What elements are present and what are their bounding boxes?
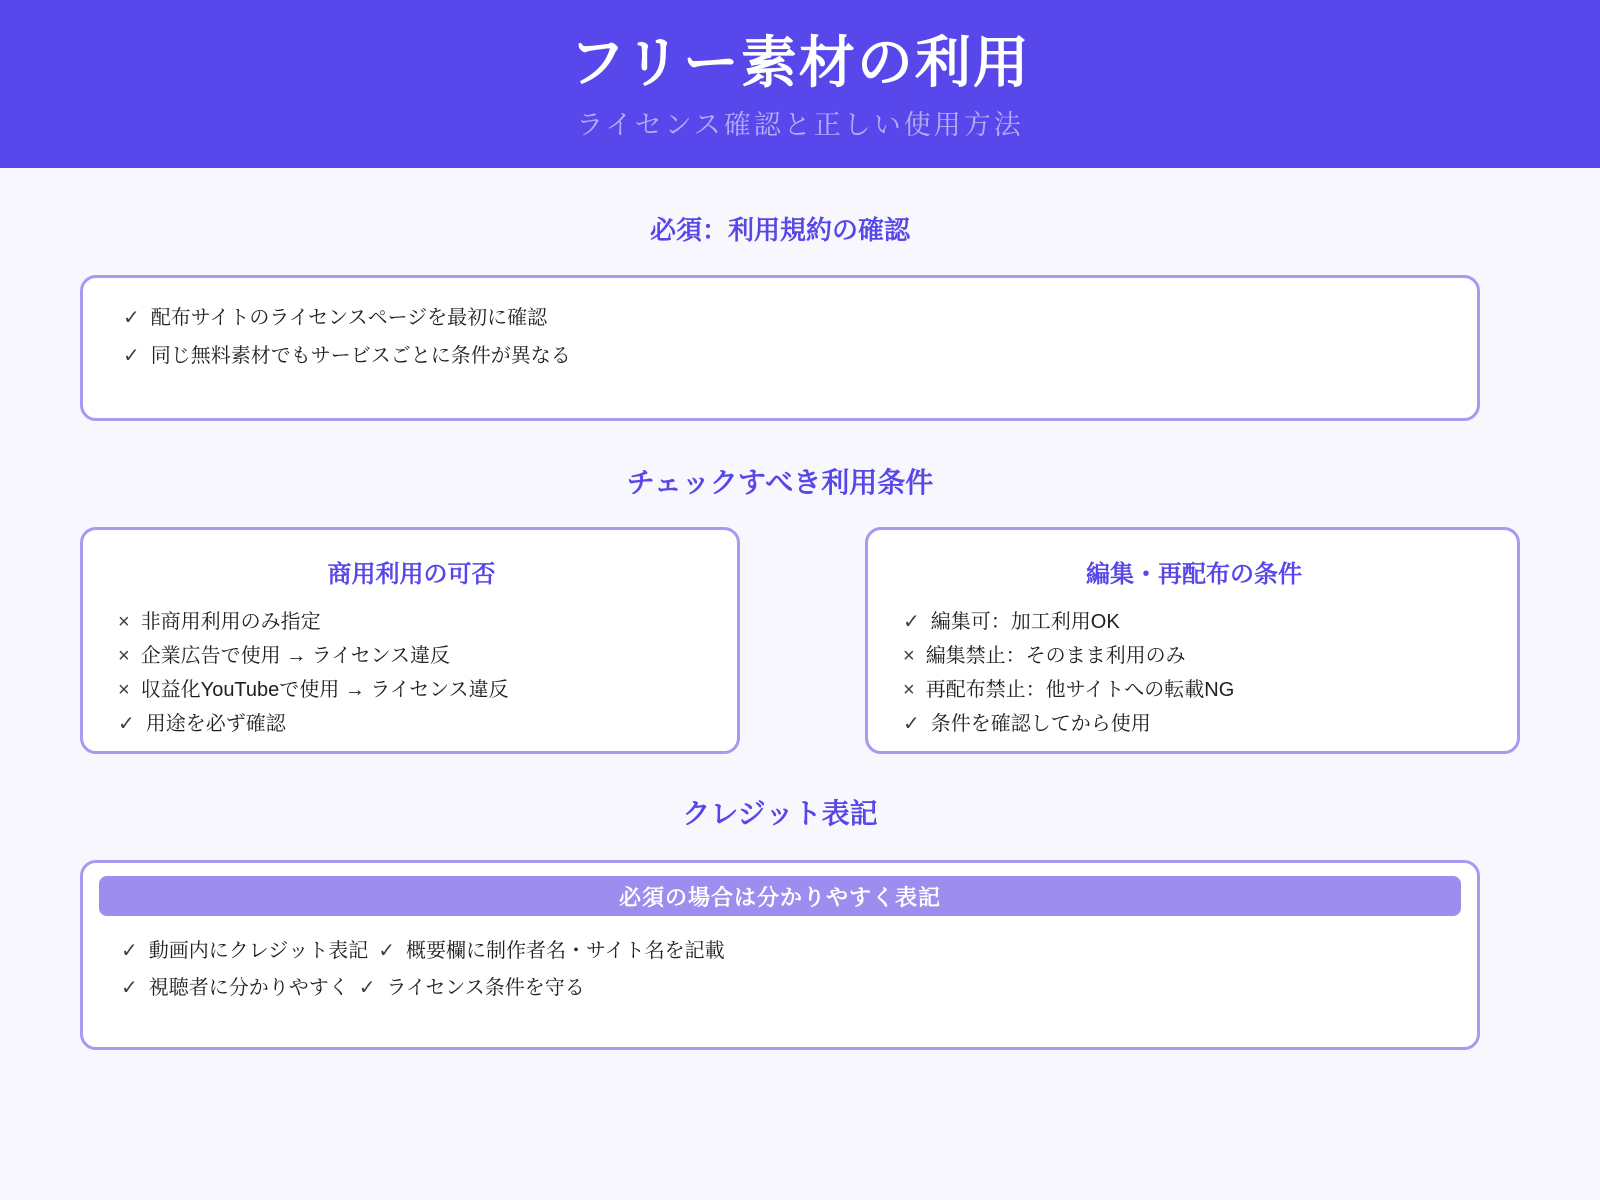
item-text: 収益化YouTubeで使用 → ライセンス違反 bbox=[140, 679, 509, 701]
item-text: 再配布禁止：他サイトへの転載NG bbox=[925, 679, 1235, 701]
check-icon: ✓ bbox=[903, 713, 920, 735]
item-text: 概要欄に制作者名・サイト名を記載 bbox=[406, 940, 725, 962]
list-item bbox=[118, 707, 705, 741]
header-banner bbox=[0, 0, 1600, 168]
credit-row bbox=[121, 933, 1461, 970]
section-heading-terms: 必須：利用規約の確認 bbox=[649, 215, 910, 245]
list-item bbox=[903, 605, 1485, 639]
item-text: 条件を確認してから使用 bbox=[930, 713, 1151, 735]
page-title: フリー素材の利用 bbox=[569, 30, 1031, 94]
credit-row bbox=[121, 970, 1461, 1007]
item-text: 編集禁止：そのまま利用のみ bbox=[925, 645, 1186, 667]
item-text: 動画内にクレジット表記 bbox=[148, 940, 369, 962]
item-text: 非商用利用のみ指定 bbox=[140, 611, 321, 633]
item-text: 用途を必ず確認 bbox=[145, 713, 286, 735]
item-text: ライセンス条件を守る bbox=[386, 977, 585, 999]
cross-icon: × bbox=[903, 679, 915, 701]
item-text: 企業広告で使用 → ライセンス違反 bbox=[140, 645, 451, 667]
list-item bbox=[903, 639, 1485, 673]
cross-icon: × bbox=[118, 611, 130, 633]
main-content bbox=[80, 210, 1520, 1050]
list-item bbox=[903, 673, 1485, 707]
item-text: 編集可：加工利用OK bbox=[930, 611, 1120, 633]
conditions-row bbox=[80, 527, 1520, 754]
credit-banner: 必須の場合は分かりやすく表記 bbox=[99, 876, 1461, 916]
cross-icon: × bbox=[118, 645, 130, 667]
check-icon: ✓ bbox=[118, 713, 135, 735]
terms-card bbox=[80, 275, 1480, 421]
item-text: 視聴者に分かりやすく bbox=[148, 977, 349, 999]
list-item bbox=[378, 933, 724, 970]
card-title: 編集・再配布の条件 bbox=[1086, 561, 1302, 588]
list-item bbox=[359, 970, 585, 1007]
check-icon: ✓ bbox=[123, 307, 140, 329]
section-heading-credit: クレジット表記 bbox=[682, 798, 878, 829]
list-item bbox=[118, 673, 705, 707]
list-item bbox=[118, 639, 705, 673]
cross-icon: × bbox=[118, 679, 130, 701]
check-icon: ✓ bbox=[121, 940, 138, 962]
list-item bbox=[121, 970, 349, 1007]
check-icon: ✓ bbox=[903, 611, 920, 633]
item-text: 同じ無料素材でもサービスごとに条件が異なる bbox=[150, 345, 571, 367]
item-text: 配布サイトのライセンスページを最初に確認 bbox=[150, 307, 548, 329]
edit-redistribution-card bbox=[865, 527, 1520, 754]
check-icon: ✓ bbox=[378, 940, 396, 962]
credit-card bbox=[80, 860, 1480, 1050]
commercial-use-list bbox=[118, 605, 705, 741]
list-item bbox=[118, 605, 705, 639]
list-item bbox=[123, 337, 1437, 375]
list-item bbox=[123, 299, 1437, 337]
section-heading-conditions: チェックすべき利用条件 bbox=[626, 467, 934, 498]
check-icon: ✓ bbox=[358, 977, 376, 999]
list-item bbox=[121, 933, 368, 970]
check-icon: ✓ bbox=[121, 977, 138, 999]
terms-list bbox=[123, 299, 1437, 375]
page-subtitle: ライセンス確認と正しい使用方法 bbox=[576, 110, 1024, 141]
list-item bbox=[903, 707, 1485, 741]
check-icon: ✓ bbox=[123, 345, 140, 367]
cross-icon: × bbox=[903, 645, 915, 667]
commercial-use-card bbox=[80, 527, 740, 754]
card-title: 商用利用の可否 bbox=[327, 561, 496, 588]
edit-redistribution-list bbox=[903, 605, 1485, 741]
